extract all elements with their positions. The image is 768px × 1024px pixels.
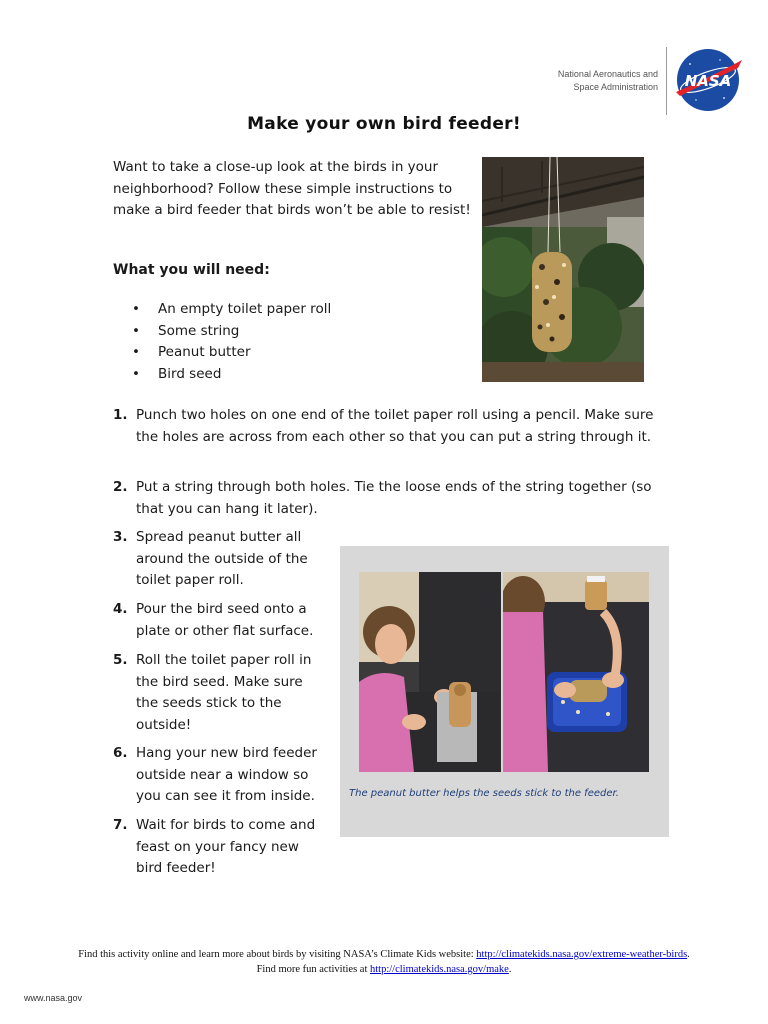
extreme-weather-birds-link[interactable]: http://climatekids.nasa.gov/extreme-weather-birds [476, 949, 688, 960]
footer-line-1 [0, 947, 768, 962]
list-item: • Some string [130, 321, 331, 343]
step-1 [113, 405, 658, 448]
page-title: Make your own bird feeder! [247, 114, 521, 134]
footer-text: . [687, 949, 690, 960]
step-text: Roll the toilet paper roll in the bird seed. Make sure the seeds stick to the outside! [136, 652, 312, 733]
nasa-logo-text: NASA [684, 72, 732, 90]
agency-name [540, 68, 658, 94]
step-text: Hang your new bird feeder outside near a window so you can see it from inside. [136, 745, 317, 804]
nasa-logo [672, 48, 744, 112]
child-spreading-peanut-butter-photo [359, 572, 501, 772]
header-divider [666, 47, 667, 115]
intro-paragraph: Want to take a close-up look at the birds in your neighborhood? Follow these simple instructions to make a bird feeder that birds won’t be able to resist! [113, 159, 471, 218]
step-text: Spread peanut butter all around the outside of the toilet paper roll. [136, 529, 308, 588]
step-5 [113, 650, 328, 736]
step-number: 4. [113, 601, 128, 617]
step-3 [113, 527, 328, 592]
step-number: 5. [113, 652, 128, 668]
supplies-heading: What you will need: [113, 262, 270, 278]
step-text: Punch two holes on one end of the toilet paper roll using a pencil. Make sure the holes are across from each other so that you can put a string through it. [136, 407, 654, 445]
photo-caption: The peanut butter helps the seeds stick to the feeder. [349, 788, 619, 799]
agency-name-line-1: National Aeronautics and [557, 69, 658, 79]
bird-feeder-photo [482, 157, 644, 382]
footer-text: . [508, 964, 512, 975]
list-item: • Peanut butter [130, 342, 331, 364]
step-7 [113, 815, 328, 880]
step-text: Put a string through both holes. Tie the loose ends of the string together (so that you can hang it later). [136, 479, 652, 517]
step-number: 6. [113, 745, 128, 761]
step-2 [113, 477, 658, 520]
step-number: 2. [113, 479, 128, 495]
step-text: Pour the bird seed onto a plate or other flat surface. [136, 601, 314, 639]
step-number: 3. [113, 529, 128, 545]
list-item: • An empty toilet paper roll [130, 299, 331, 321]
footer-text: Find more fun activities at [256, 964, 370, 975]
supplies-list [130, 299, 331, 385]
footer-line-2 [0, 962, 768, 977]
child-rolling-seeds-photo [503, 572, 649, 772]
photo-panel [340, 546, 669, 837]
list-item: • Bird seed [130, 364, 331, 386]
step-4 [113, 599, 328, 642]
footer [0, 947, 768, 977]
site-url: www.nasa.gov [24, 993, 83, 1003]
make-activities-link[interactable]: http://climatekids.nasa.gov/make [370, 964, 509, 975]
step-number: 7. [113, 817, 128, 833]
step-text: Wait for birds to come and feast on your fancy new bird feeder! [136, 817, 316, 876]
agency-name-line-2: Space Administration [573, 82, 658, 92]
step-6 [113, 743, 328, 808]
footer-text: Find this activity online and learn more about birds by visiting NASA’s Climate Kids website: [78, 949, 477, 960]
step-number: 1. [113, 407, 128, 423]
